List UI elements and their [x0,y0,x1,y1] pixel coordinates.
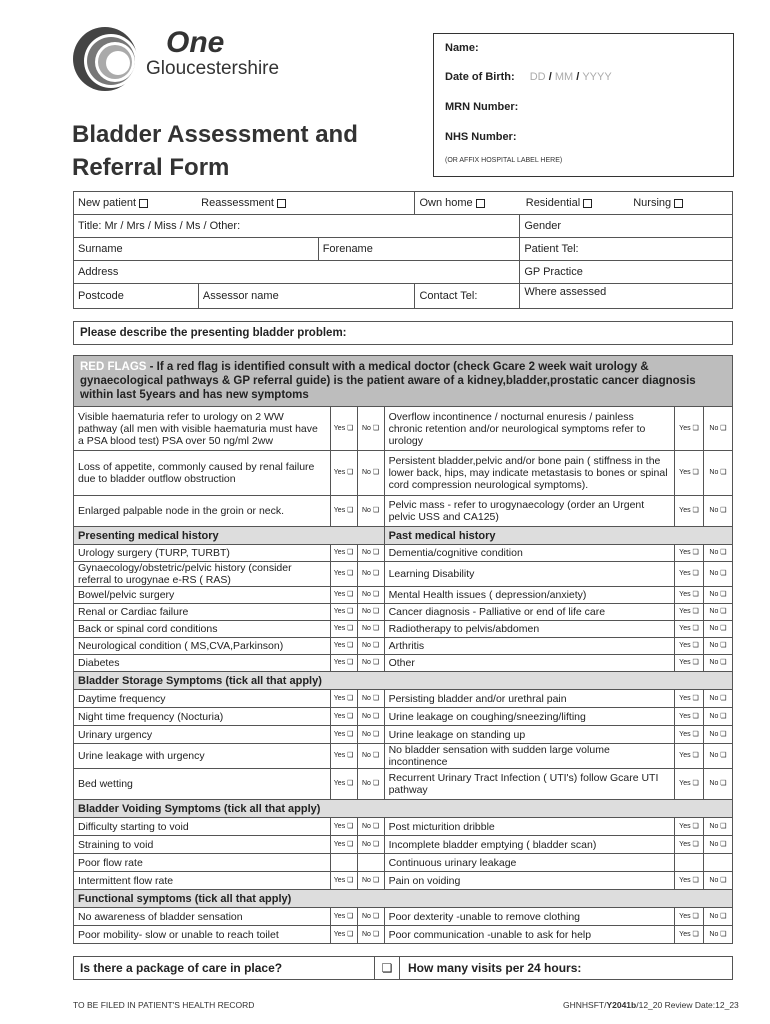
left-yes-option[interactable]: Yes ❏ [330,655,357,672]
right-no-option[interactable]: No ❏ [703,562,732,587]
right-yes-option[interactable]: Yes ❏ [675,708,704,726]
new-patient-option[interactable]: New patient [78,197,148,209]
right-yes-option[interactable]: Yes ❏ [675,562,704,587]
dob-sep-1: / [548,71,552,83]
package-of-care-checkbox[interactable]: ❏ [381,961,393,975]
right-yes-option[interactable]: Yes ❏ [675,621,704,638]
item-label: Renal or Cardiac failure [74,604,331,621]
item-label: Dementia/cognitive condition [384,545,674,562]
left-no-option[interactable]: No ❏ [357,908,384,926]
package-of-care-row [73,956,733,980]
dob-dd: DD [529,71,546,83]
table-row [74,587,733,604]
reassessment-checkbox[interactable] [277,199,286,208]
item-label: Neurological condition ( MS,CVA,Parkinson) [74,638,331,655]
item-label: Cancer diagnosis - Palliative or end of life care [384,604,674,621]
assessment-table [73,355,733,944]
own-home-option[interactable]: Own home [419,197,484,209]
left-yes-option[interactable]: Yes ❏ [330,690,357,708]
right-no-option[interactable]: No ❏ [703,769,732,800]
item-label: No bladder sensation with sudden large volume incontinence [384,744,674,769]
red-flags-label: RED FLAGS [80,361,147,373]
left-yes-option[interactable]: Yes ❏ [330,562,357,587]
item-label: Intermittent flow rate [74,872,331,890]
right-yes-option[interactable]: Yes ❏ [675,836,704,854]
item-label: Mental Health issues ( depression/anxiety) [384,587,674,604]
storage-title: Bladder Storage Symptoms (tick all that apply) [74,672,733,690]
mrn-label: MRN Number: [445,101,519,113]
left-no-option[interactable]: No ❏ [357,587,384,604]
right-no-option[interactable]: No ❏ [703,587,732,604]
item-label: Daytime frequency [74,690,331,708]
left-no-option[interactable]: No ❏ [357,836,384,854]
right-yes-option[interactable]: Yes ❏ [675,496,704,527]
right-yes-option[interactable]: Yes ❏ [675,545,704,562]
dob-sep-2: / [576,71,580,83]
table-row [74,690,733,708]
item-label: No awareness of bladder sensation [74,908,331,926]
presenting-history-title: Presenting medical history [74,527,385,545]
dob-mm: MM [554,71,574,83]
item-label: Poor mobility- slow or unable to reach toilet [74,926,331,944]
left-no-option[interactable]: No ❏ [357,562,384,587]
item-label: Bed wetting [74,769,331,800]
surname-field[interactable]: Surname [74,238,319,261]
nursing-checkbox[interactable] [674,199,683,208]
right-yes-option[interactable]: Yes ❏ [675,587,704,604]
right-yes-option[interactable]: Yes ❏ [675,451,704,496]
left-no-option[interactable]: No ❏ [357,769,384,800]
right-no-option[interactable]: No ❏ [703,655,732,672]
table-row [74,744,733,769]
item-label: Pelvic mass - refer to urogynaecology (order an Urgent pelvic USS and CA125) [384,496,674,527]
item-label: Urology surgery (TURP, TURBT) [74,545,331,562]
item-label: Bowel/pelvic surgery [74,587,331,604]
left-yes-option[interactable]: Yes ❏ [330,604,357,621]
item-label: Persisting bladder and/or urethral pain [384,690,674,708]
presenting-problem-label: Please describe the presenting bladder problem: [80,327,347,339]
item-label: Visible haematuria refer to urology on 2 WW pathway (all men with visible haematuria must have a PSA blood test) PSA over 50 ng/ml 2ww [74,407,331,451]
item-label: Other [384,655,674,672]
table-row [74,872,733,890]
item-label: Incomplete bladder emptying ( bladder scan) [384,836,674,854]
item-label: Arthritis [384,638,674,655]
dob-row [445,71,612,83]
item-label: Urine leakage on coughing/sneezing/lifting [384,708,674,726]
right-no-option[interactable]: No ❏ [703,744,732,769]
item-label: Poor communication -unable to ask for help [384,926,674,944]
right-no-option[interactable]: No ❏ [703,908,732,926]
logo-swirl-icon [70,24,140,94]
voiding-title: Bladder Voiding Symptoms (tick all that apply) [74,800,733,818]
table-row [74,407,733,451]
item-label: Learning Disability [384,562,674,587]
residence-cell [415,192,733,215]
left-no-option[interactable]: No ❏ [357,407,384,451]
table-row [74,818,733,836]
residential-checkbox[interactable] [583,199,592,208]
left-yes-option[interactable]: Yes ❏ [330,818,357,836]
new-reassessment-cell [74,192,319,215]
left-yes-option[interactable]: Yes ❏ [330,744,357,769]
left-yes-option[interactable]: Yes ❏ [330,726,357,744]
patient-tel-field[interactable]: Patient Tel: [520,238,733,261]
right-yes-option[interactable]: Yes ❏ [675,908,704,926]
package-of-care-checkbox-cell[interactable] [374,957,400,979]
right-no-option[interactable]: No ❏ [703,818,732,836]
right-yes-option[interactable]: Yes ❏ [675,744,704,769]
nhs-label: NHS Number: [445,131,517,143]
hospital-label-note: (OR AFFIX HOSPITAL LABEL HERE) [445,157,563,164]
left-no-option[interactable]: No ❏ [357,545,384,562]
table-row [74,604,733,621]
right-no-option[interactable]: No ❏ [703,690,732,708]
right-no-option[interactable]: No ❏ [703,638,732,655]
left-yes-option[interactable]: Yes ❏ [330,621,357,638]
table-row [74,496,733,527]
right-no-option[interactable]: No ❏ [703,872,732,890]
left-no-option[interactable]: No ❏ [357,926,384,944]
item-label: Urinary urgency [74,726,331,744]
past-history-title: Past medical history [384,527,732,545]
forename-field[interactable]: Forename [318,238,520,261]
logo-gloucestershire: Gloucestershire [146,58,280,79]
item-label: Enlarged palpable node in the groin or neck. [74,496,331,527]
visits-per-day-label: How many visits per 24 hours: [408,961,582,975]
table-row [74,655,733,672]
table-row [74,926,733,944]
address-field[interactable]: Address [74,261,520,284]
item-label: Overflow incontinence / nocturnal enuresis / painless chronic retention and/or neurological symptoms refer to urology [384,407,674,451]
item-label: Post micturition dribble [384,818,674,836]
right-no-option[interactable]: No ❏ [703,836,732,854]
table-row [74,836,733,854]
title-field[interactable]: Title: Mr / Mrs / Miss / Ms / Other: [74,215,520,238]
left-yes-option[interactable]: Yes ❏ [330,769,357,800]
nursing-option[interactable]: Nursing [633,197,683,209]
left-yes-option[interactable]: Yes ❏ [330,708,357,726]
right-no-option[interactable]: No ❏ [703,604,732,621]
item-label: Recurrent Urinary Tract Infection ( UTI's) follow Gcare UTI pathway [384,769,674,800]
item-label: Continuous urinary leakage [384,854,674,872]
table-row [74,708,733,726]
right-no-option[interactable]: No ❏ [703,621,732,638]
right-yes-option[interactable]: Yes ❏ [675,872,704,890]
table-row [74,769,733,800]
right-no-option[interactable]: No ❏ [703,545,732,562]
red-flags-text: - If a red flag is identified consult with a medical doctor (check Gcare 2 week wait urology & gynaecological pathways & GP referral guide) is the patient aware of a kidney,bladder,prostatic cancer diagnosis within last 5years and has new symptoms [80,361,696,401]
patient-details-table [73,191,733,309]
right-no-option[interactable]: No ❏ [703,407,732,451]
right-yes-option[interactable]: Yes ❏ [675,818,704,836]
left-no-option[interactable]: No ❏ [357,818,384,836]
table-row [74,726,733,744]
table-row [74,545,733,562]
item-label: Difficulty starting to void [74,818,331,836]
left-no-option[interactable]: No ❏ [357,655,384,672]
left-yes-option[interactable]: Yes ❏ [330,587,357,604]
left-yes-option[interactable]: Yes ❏ [330,407,357,451]
contact-tel-field[interactable]: Contact Tel: [415,284,520,309]
item-label: Urine leakage on standing up [384,726,674,744]
table-row [74,638,733,655]
left-no-option[interactable]: No ❏ [357,621,384,638]
footer-filing-note: TO BE FILED IN PATIENT'S HEALTH RECORD [73,1000,255,1010]
table-row [74,451,733,496]
left-yes-option[interactable]: Yes ❏ [330,545,357,562]
right-yes-option[interactable]: Yes ❏ [675,769,704,800]
left-no-option[interactable]: No ❏ [357,451,384,496]
gp-practice-field[interactable]: GP Practice [520,261,733,284]
left-no-option[interactable]: No ❏ [357,872,384,890]
table-row [74,908,733,926]
left-no-option[interactable]: No ❏ [357,604,384,621]
logo-one: One [166,26,225,59]
patient-id-box [433,33,734,177]
right-no-option[interactable]: No ❏ [703,926,732,944]
left-yes-option[interactable]: Yes ❏ [330,908,357,926]
red-flags-header [74,356,733,407]
presenting-problem-box[interactable] [73,321,733,345]
left-no-option[interactable]: No ❏ [357,496,384,527]
dob-label: Date of Birth: [445,71,515,83]
right-yes-option[interactable]: Yes ❏ [675,604,704,621]
package-of-care-label: Is there a package of care in place? [80,961,283,975]
right-no-option[interactable]: No ❏ [703,708,732,726]
left-yes-option[interactable]: Yes ❏ [330,451,357,496]
left-no-option[interactable]: No ❏ [357,690,384,708]
reassessment-option[interactable]: Reassessment [201,197,286,209]
item-label: Loss of appetite, commonly caused by renal failure due to bladder outflow obstruction [74,451,331,496]
right-no-option[interactable]: No ❏ [703,726,732,744]
right-yes-option[interactable]: Yes ❏ [675,690,704,708]
own-home-checkbox[interactable] [476,199,485,208]
right-yes-option[interactable]: Yes ❏ [675,638,704,655]
right-yes-option[interactable]: Yes ❏ [675,726,704,744]
item-label: Back or spinal cord conditions [74,621,331,638]
footer-form-code: GHNHSFT/Y2041b/12_20 Review Date:12_23 [563,1000,739,1010]
postcode-field[interactable]: Postcode [74,284,199,309]
gender-field[interactable]: Gender [520,215,733,238]
item-label: Poor flow rate [74,854,331,872]
table-row [74,562,733,587]
name-label: Name: [445,42,479,54]
right-yes-option[interactable]: Yes ❏ [675,926,704,944]
title-line-1: Bladder Assessment and [72,121,358,148]
logo [70,24,300,94]
left-no-option[interactable]: No ❏ [357,726,384,744]
right-yes-option[interactable]: Yes ❏ [675,655,704,672]
new-patient-checkbox[interactable] [139,199,148,208]
where-assessed-field[interactable]: Where assessed [520,284,733,309]
item-label: Pain on voiding [384,872,674,890]
left-yes-option[interactable]: Yes ❏ [330,496,357,527]
item-label: Straining to void [74,836,331,854]
table-row [74,854,733,872]
item-label: Night time frequency (Nocturia) [74,708,331,726]
left-yes-option[interactable]: Yes ❏ [330,638,357,655]
residential-option[interactable]: Residential [526,197,592,209]
left-yes-option[interactable]: Yes ❏ [330,836,357,854]
right-no-option[interactable]: No ❏ [703,451,732,496]
item-label: Poor dexterity -unable to remove clothing [384,908,674,926]
left-no-option[interactable]: No ❏ [357,744,384,769]
item-label: Urine leakage with urgency [74,744,331,769]
right-no-option[interactable]: No ❏ [703,496,732,527]
item-label: Gynaecology/obstetric/pelvic history (consider referral to urogynae e-RS ( RAS) [74,562,331,587]
functional-title: Functional symptoms (tick all that apply) [74,890,733,908]
left-yes-option[interactable]: Yes ❏ [330,926,357,944]
left-no-option[interactable]: No ❏ [357,708,384,726]
table-row [74,621,733,638]
dob-yyyy: YYYY [582,71,612,83]
item-label: Radiotherapy to pelvis/abdomen [384,621,674,638]
title-line-2: Referral Form [72,154,230,181]
assessor-name-field[interactable]: Assessor name [198,284,415,309]
page-title [72,118,358,184]
left-yes-option[interactable]: Yes ❏ [330,872,357,890]
right-yes-option[interactable]: Yes ❏ [675,407,704,451]
item-label: Diabetes [74,655,331,672]
item-label: Persistent bladder,pelvic and/or bone pain ( stiffness in the lower back, hips, may indicate metastasis to bones or spinal cord compression neurological symptoms). [384,451,674,496]
left-no-option[interactable]: No ❏ [357,638,384,655]
